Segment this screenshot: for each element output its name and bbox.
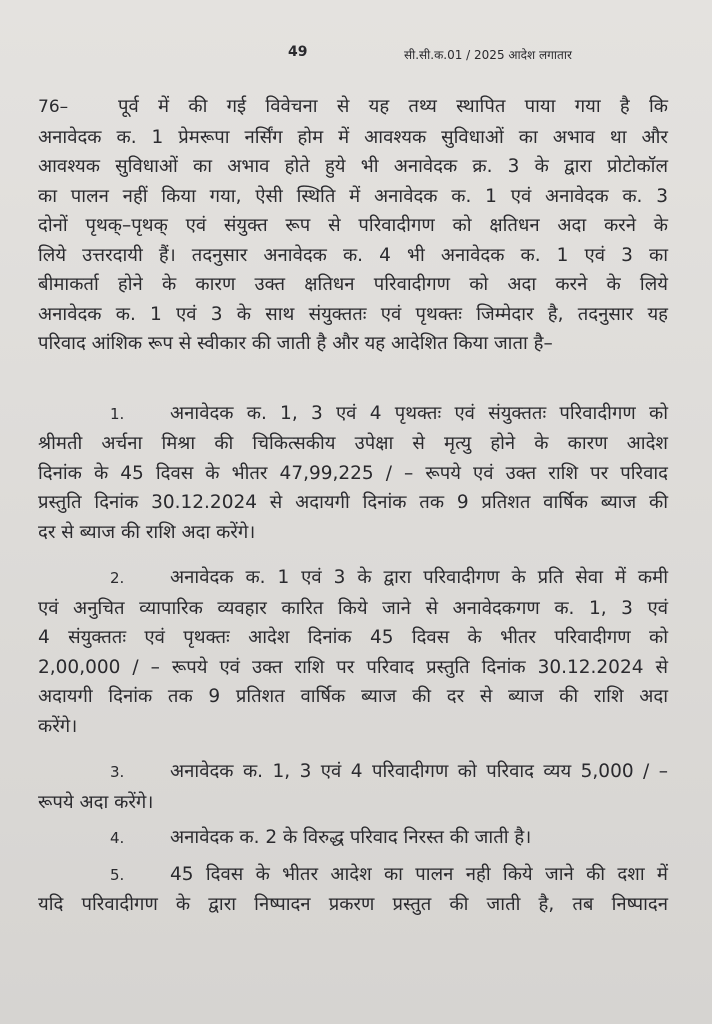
- item-number: 2.: [110, 569, 125, 587]
- paragraph-line: अनावेदक क. 1 एवं 3 के साथ संयुक्ततः एवं पृथक्तः जिम्मेदार है, तदनुसार यह: [38, 303, 668, 325]
- item-line: एवं अनुचित व्यापारिक व्यवहार कारित किये जाने से अनावेदकगण क. 1, 3 एवं: [38, 597, 668, 619]
- item-line: यदि परिवादीगण के द्वारा निष्पादन प्रकरण प्रस्तुत की जाती है, तब निष्पादन: [38, 894, 668, 915]
- item-number: 5.: [110, 865, 125, 884]
- item-line: 1. अनावेदक क. 1, 3 एवं 4 पृथक्तः एवं संयुक्ततः परिवादीगण को: [38, 399, 668, 430]
- item-line: 3. अनावेदक क. 1, 3 एवं 4 परिवादीगण को परिवाद व्यय 5,000 / –: [38, 757, 668, 788]
- item-line: करेंगे।: [38, 715, 78, 737]
- paragraph-line: लिये उत्तरदायी हैं। तदनुसार अनावेदक क. 4 भी अनावेदक क. 1 एवं 3 का: [38, 244, 668, 266]
- item-number: 1.: [110, 404, 125, 423]
- item-line: रूपये अदा करेंगे।: [38, 791, 154, 813]
- document-body: [38, 92, 668, 920]
- paragraph-line: दोनों पृथक्–पृथक् एवं संयुक्त रूप से परिवादीगण को क्षतिधन अदा करने के: [38, 215, 668, 236]
- order-item-5: [38, 860, 668, 920]
- order-item-2: [38, 563, 668, 741]
- item-line: दिनांक के 45 दिवस के भीतर 47,99,225 / – रूपये एवं उक्त राशि पर परिवाद: [38, 462, 668, 484]
- paragraph-line: अनावेदक क. 1 प्रेमरूपा नर्सिंग होम में आवश्यक सुविधाओं का अभाव था और: [38, 126, 668, 148]
- item-line: 2. अनावेदक क. 1 एवं 3 के द्वारा परिवादीगण के प्रति सेवा में कमी: [38, 563, 668, 594]
- paragraph-76: [38, 92, 668, 359]
- order-item-1: [38, 399, 668, 548]
- paragraph-number: 76–: [38, 97, 69, 117]
- paragraph-line: 76– पूर्व में की गई विवेचना से यह तथ्य स्थापित पाया गया है कि: [38, 92, 668, 123]
- order-item-3: [38, 757, 668, 817]
- item-line: 5. 45 दिवस के भीतर आदेश का पालन नही किये जाने की दशा में: [38, 860, 668, 891]
- item-line: अदायगी दिनांक तक 9 प्रतिशत वार्षिक ब्याज की दर से ब्याज की राशि अदा: [38, 686, 668, 707]
- item-line: श्रीमती अर्चना मिश्रा की चिकित्सकीय उपेक्षा से मृत्यु होने के कारण आदेश: [38, 433, 668, 454]
- item-line: प्रस्तुति दिनांक 30.12.2024 से अदायगी दिनांक तक 9 प्रतिशत वार्षिक ब्याज की: [38, 492, 668, 513]
- item-line: दर से ब्याज की राशि अदा करेंगे।: [38, 521, 256, 543]
- case-reference: सी.सी.क.01 / 2025 आदेश लगातार: [404, 48, 572, 62]
- page-number: 49: [288, 44, 308, 60]
- item-line: 2,00,000 / – रूपये एवं उक्त राशि पर परिवाद प्रस्तुति दिनांक 30.12.2024 से: [38, 656, 668, 678]
- item-number: 3.: [110, 763, 125, 781]
- paragraph-line: आवश्यक सुविधाओं का अभाव होते हुये भी अनावेदक क्र. 3 के द्वारा प्रोटोकॉल: [38, 156, 668, 177]
- paragraph-line: परिवाद आंशिक रूप से स्वीकार की जाती है और यह आदेशित किया जाता है–: [38, 333, 553, 354]
- order-item-4: [38, 823, 668, 854]
- paragraph-line: का पालन नहीं किया गया, ऐसी स्थिति में अनावेदक क. 1 एवं अनावेदक क. 3: [38, 185, 668, 207]
- item-line: 4. अनावेदक क. 2 के विरुद्ध परिवाद निरस्त की जाती है।: [38, 823, 668, 854]
- page-header: [0, 44, 712, 68]
- item-line: 4 संयुक्ततः एवं पृथक्तः आदेश दिनांक 45 दिवस के भीतर परिवादीगण को: [38, 627, 668, 648]
- paragraph-line: बीमाकर्ता होने के कारण उक्त क्षतिधन परिवादीगण को अदा करने के लिये: [38, 274, 668, 295]
- item-number: 4.: [110, 829, 125, 847]
